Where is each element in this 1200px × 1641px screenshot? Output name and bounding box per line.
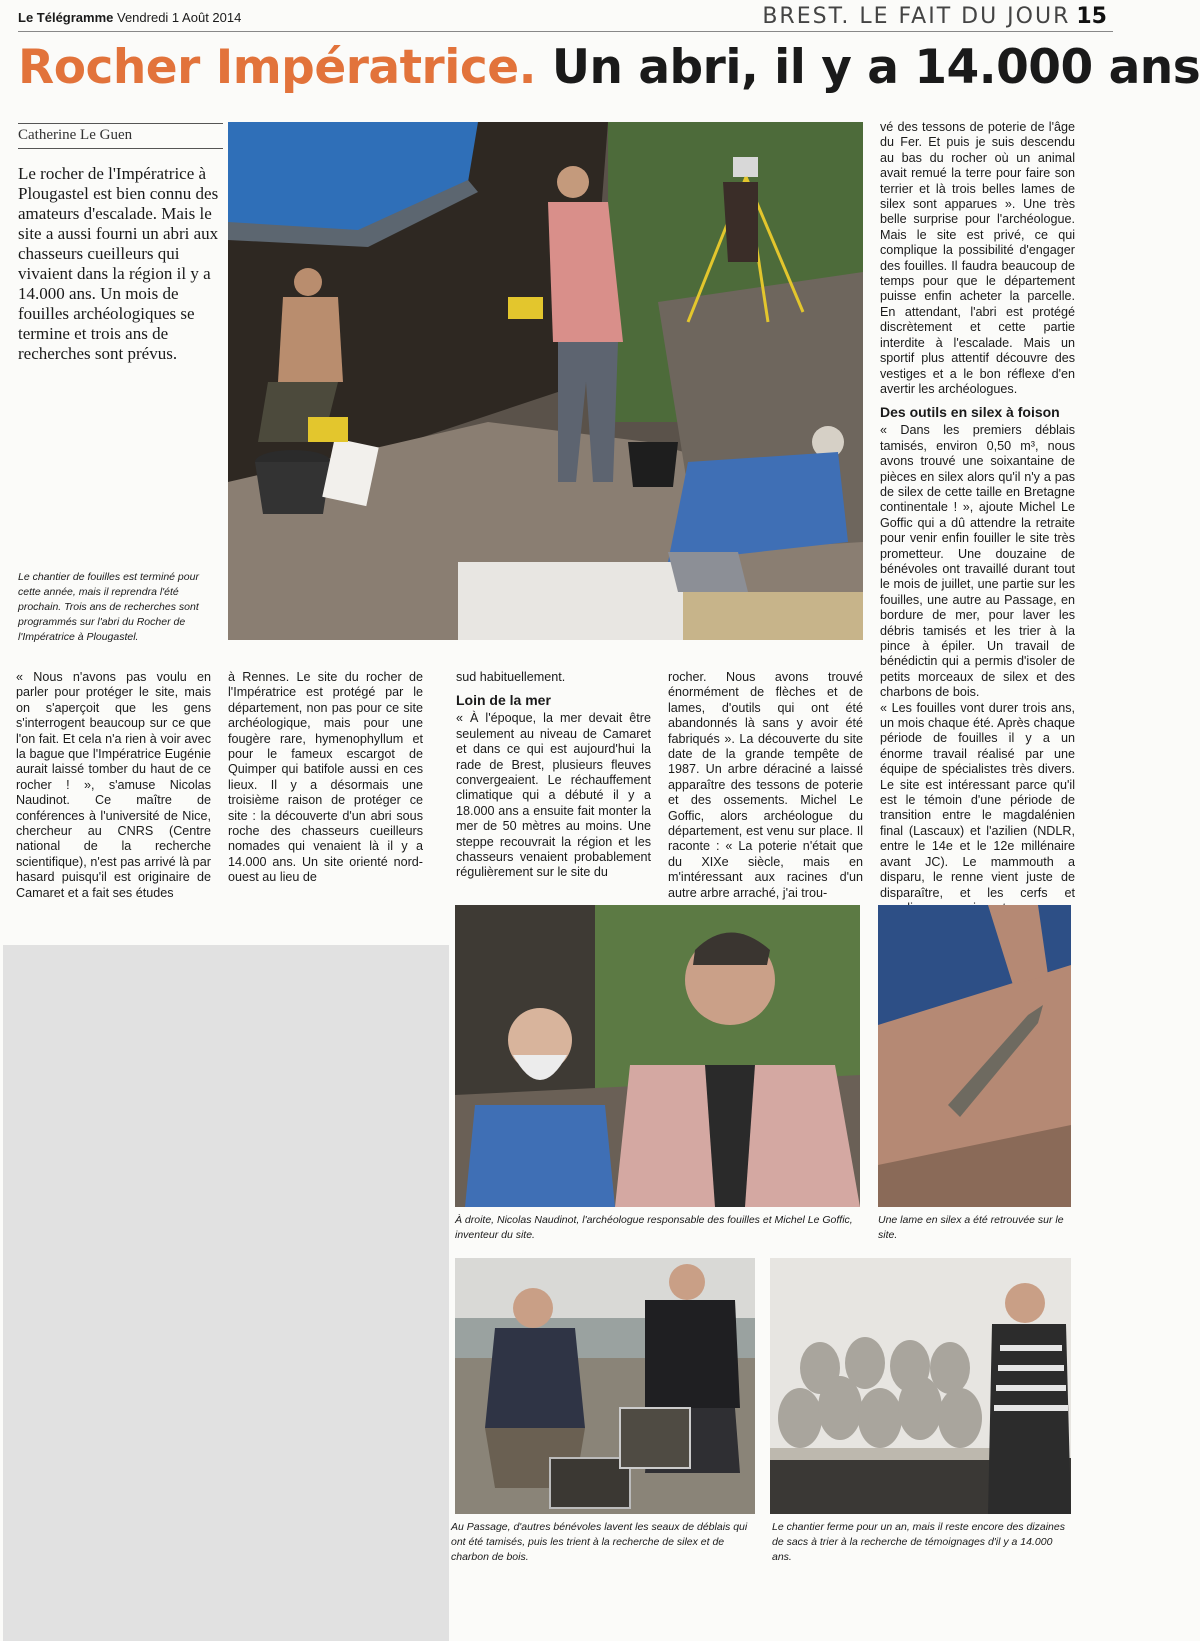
excavation-photo [228,122,863,640]
article-column-1 [16,670,211,901]
article-column-3 [456,670,651,881]
subheading: Loin de la mer [456,692,551,709]
volunteers-caption: Au Passage, d'autres bénévoles lavent les seaux de déblais qui ont été tamisés, puis les trient à la recherche de silex et de charbon de bois. [451,1521,748,1563]
issue-date: Vendredi 1 Août 2014 [117,10,242,25]
article-column-2 [228,670,423,886]
portrait-photo [455,905,860,1207]
blade-caption: Une lame en silex a été retrouvée sur le site. [878,1214,1064,1241]
volunteers-photo [455,1258,755,1514]
subheading: Des outils en silex à foison [880,404,1060,421]
blank-ad-space [3,945,449,1641]
paragraph: « Dans les premiers déblais tamisés, environ 0,50 m³, nous avons trouvé une soixantaine de pièces en silex alors qu'il n'y a pas de silex de cette taille en Bretagne continentale ! », ajoute Michel Le Goffic qui a dû attendre la retraite pour venir enfin fouiller le site très prometteur. Une douzaine de bénévoles ont travaillé durant tout le mois de juillet, une partie sur les fouilles, une autre au Passage, en bordure de mer, pour laver les débris tamisés et les trier à la pince à épiler. Un travail de bénédictin qui a permis d'isoler de petits morceaux de silex et des charbons de bois. [880,423,1075,700]
paragraph: « Nous n'avons pas voulu en parler pour protéger le site, mais on s'aperçoit que les gens s'interrogent beaucoup sur ce que l'on fait. Et cela n'a rien à voir avec la bague que l'Impératrice Eugénie aurait laissé tomber du haut de ce rocher ! », s'amuse Nicolas Naudinot. Ce maître de conférences à l'université de Nice, chercheur au CNRS (Centre national de la recherche scientifique), n'est pas arrivé là par hasard puisqu'il est originaire de Camaret et a fait ses études [16,670,211,900]
byline: Catherine Le Guen [18,123,223,149]
newspaper-name: Le Télégramme [18,10,114,25]
headline [18,40,1200,95]
article-column-5 [880,120,1075,916]
paragraph: rocher. Nous avons trouvé énormément de flèches et de lames, d'outils qui ont été abandonnés là sans y avoir été fabriqués ». La découverte du site date de la grande tempête de 1987. Un arbre déraciné a laissé apparaître des tessons de poterie et des ossements. Michel Le Goffic, alors archéologue du département, est venu sur place. Il raconte : « La poterie n'était que du XIXe siècle, mais en m'intéressant aux racines d'un autre arbre arraché, j'ai trou- [668,670,863,900]
bags-caption: Le chantier ferme pour un an, mais il reste encore des dizaines de sacs à trier à la recherche de témoignages d'il y a 14.000 ans. [772,1521,1065,1563]
main-photo-caption: Le chantier de fouilles est terminé pour cette année, mais il reprendra l'été prochain. Trois ans de recherches sont programmés sur l'abri du Rocher de l'Impératrice à Plougastel. [18,571,199,643]
page-number: 15 [1076,4,1107,29]
portrait-caption: À droite, Nicolas Naudinot, l'archéologue responsable des fouilles et Michel Le Goffic, inventeur du site. [455,1214,853,1241]
masthead [18,10,241,25]
paragraph: à Rennes. Le site du rocher de l'Impératrice est protégé par le département, non pas pour ce site archéologique, mais pour une fougère rare, hymenophyllum et pour le fameux escargot de Quimper qui batifole aussi en ces lieux. Il y a désormais une troisième raison de protéger ce site : la découverte d'un abri sous roche des chasseurs cueilleurs nomades qui venaient là il y a 14.000 ans. Un site orienté nord-ouest au lieu de [228,670,423,885]
section-header [762,4,1107,29]
article-column-4 [668,670,863,901]
headline-accent: Rocher Impératrice. [18,40,536,95]
flint-blade-photo [878,905,1071,1207]
paragraph: vé des tessons de poterie de l'âge du Fer. Et puis je suis descendu au bas du rocher où un animal avait remué la terre pour faire son terrier et là trois belles lames de silex sont apparues ». Une très belle surprise pour l'archéologue. Mais le site est privé, ce qui complique la possibilité d'engager des fouilles. Il faudra beaucoup de temps pour que le département puisse enfin acheter la parcelle. En attendant, l'abri est protégé discrètement et cette partie interdite à l'escalade. Mais un sportif plus attentif découvre des vestiges et a le bon réflexe d'en avertir les archéologues. [880,120,1075,396]
paragraph: « À l'époque, la mer devait être seulement au niveau de Camaret et dans ce qui est aujourd'hui la rade de Brest, plusieurs fleuves convergeaient. Le réchauffement climatique qui a débuté il y a 18.000 ans a ensuite fait monter la mer de 50 mètres au moins. Une steppe recouvrait la région et les chasseurs venaient probablement régulièrement sur le site du [456,711,651,880]
paragraph: sud habituellement. [456,670,566,684]
sample-bags-photo [770,1258,1071,1514]
section-name: BREST. LE FAIT DU JOUR [762,4,1071,29]
headline-main: Un abri, il y a 14.000 ans [551,40,1200,95]
header-rule [18,31,1113,32]
lede: Le rocher de l'Impératrice à Plougastel est bien connu des amateurs d'escalade. Mais le site a aussi fourni un abri aux chasseurs cueilleurs qui vivaient dans la région il y a 14.000 ans. Un mois de fouilles archéologiques se termine et trois ans de recherches sont prévus. [18,164,219,363]
paragraph: « Les fouilles vont durer trois ans, un mois chaque été. Après chaque période de fouilles il y a un énorme travail réalisé par une équipe de spécialistes très divers. Le site est intéressant parce qu'il est le témoin d'une période de transition entre le magdalénien final (Lascaux) et l'azilien (NDLR, entre le 14e et le 12e millénaire avant JC). Le mammouth a disparu, le renne vient juste de disparaître, et les cerfs et [880,700,1075,900]
